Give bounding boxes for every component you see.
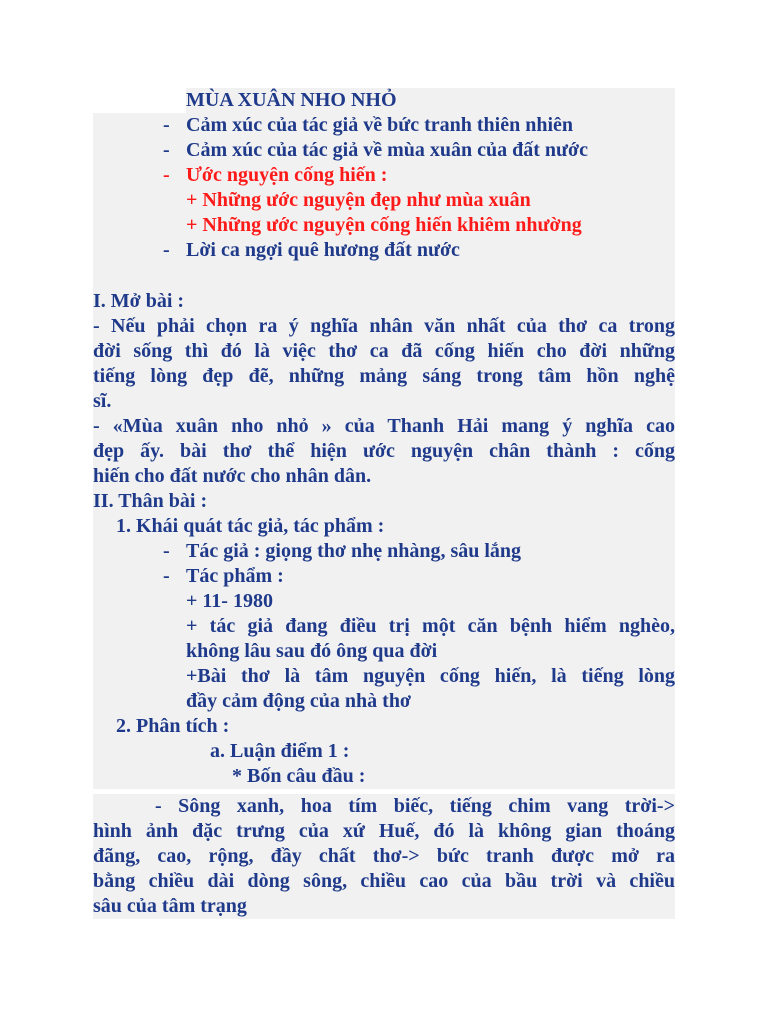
tac-pham-note-line: đầy cảm động của nhà thơ <box>186 689 675 714</box>
mo-bai-paragraph-line: hiến cho đất nước cho nhân dân. <box>93 464 675 489</box>
section-heading-mo-bai: I. Mở bài : <box>93 289 675 314</box>
mo-bai-paragraph-line: - Nếu phải chọn ra ý nghĩa nhân văn nhất của thơ ca trong <box>93 315 675 337</box>
analysis-paragraph-line: đãng, cao, rộng, đầy chất thơ-> bức tranh được mở ra <box>93 845 675 867</box>
tac-pham-item: - Tác phẩm : <box>163 565 284 587</box>
outline-item: - Ước nguyện cống hiến : <box>163 164 388 186</box>
outline-item: - Cảm xúc của tác giả về mùa xuân của đất nước <box>163 139 588 161</box>
subsection-heading-2: 2. Phân tích : <box>93 714 675 739</box>
analysis-paragraph-line: sâu của tâm trạng <box>93 894 675 919</box>
tac-pham-note-line: + tác giả đang điều trị một căn bệnh hiểm nghèo, <box>186 615 675 637</box>
section2-background <box>93 739 675 789</box>
outline-subitem: + Những ước nguyện cống hiến khiêm nhường <box>186 214 582 236</box>
outline-item: - Lời ca ngợi quê hương đất nước <box>163 239 460 261</box>
mo-bai-paragraph-line: - «Mùa xuân nho nhỏ » của Thanh Hải mang ý nghĩa cao <box>93 415 675 437</box>
tac-pham-date: + 11- 1980 <box>186 590 273 612</box>
document-title: MÙA XUÂN NHO NHỎ <box>186 88 675 113</box>
bon-cau-dau-heading: * Bốn câu đầu : <box>232 765 366 787</box>
tac-pham-note-line: không lâu sau đó ông qua đời <box>186 639 675 664</box>
tac-pham-note-line: +Bài thơ là tâm nguyện cống hiến, là tiếng lòng <box>186 665 675 687</box>
outline-subitem: + Những ước nguyện đẹp như mùa xuân <box>186 189 531 211</box>
section-heading-than-bai: II. Thân bài : <box>93 489 675 514</box>
spacer <box>93 263 675 289</box>
luan-diem-heading: a. Luận điểm 1 : <box>210 740 350 762</box>
mo-bai-paragraph-line: đời sống thì đó là việc thơ ca đã cống hiến cho đời những <box>93 340 675 362</box>
mo-bai-paragraph-line: đẹp ấy. bài thơ thể hiện ước nguyện chân thành : cống <box>93 440 675 462</box>
analysis-paragraph-line: - Sông xanh, hoa tím biếc, tiếng chim vang trời-> <box>93 794 675 819</box>
subsection-heading-1: 1. Khái quát tác giả, tác phẩm : <box>93 514 675 539</box>
mo-bai-paragraph-line: sĩ. <box>93 389 675 414</box>
tac-gia-item: - Tác giả : giọng thơ nhẹ nhàng, sâu lắng <box>163 540 522 562</box>
outline-item: - Cảm xúc của tác giả về bức tranh thiên nhiên <box>163 114 574 136</box>
mo-bai-paragraph-line: tiếng lòng đẹp đẽ, những mảng sáng trong tâm hồn nghệ <box>93 365 675 387</box>
analysis-paragraph-line: bằng chiều dài dòng sông, chiều cao của bầu trời và chiều <box>93 870 675 892</box>
analysis-paragraph-line: hình ảnh đặc trưng của xứ Huế, đó là không gian thoáng <box>93 820 675 842</box>
